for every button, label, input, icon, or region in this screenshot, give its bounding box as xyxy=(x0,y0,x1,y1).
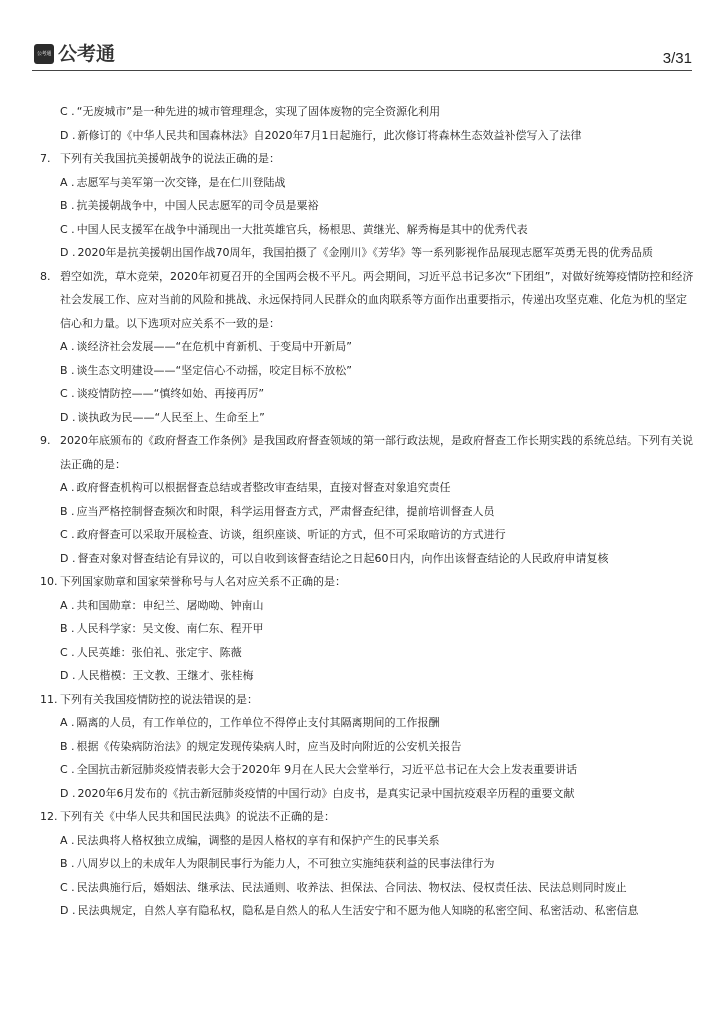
page-number: 3/31 xyxy=(662,50,692,67)
answer-option xyxy=(40,100,694,124)
answer-option xyxy=(40,241,694,265)
option-text: 全国抗击新冠肺炎疫情表彰大会于2020年 9月在人民大会堂举行，习近平总书记在大会上发表重要讲话 xyxy=(76,763,578,776)
answer-option xyxy=(40,617,694,641)
option-text: 谈生态文明建设——“坚定信心不动摇，咬定目标不放松” xyxy=(76,363,352,377)
option-label: D . xyxy=(60,669,76,682)
option-label: C . xyxy=(60,222,75,236)
option-label: A . xyxy=(60,833,75,847)
option-text: 志愿军与美军第一次交锋，是在仁川登陆战 xyxy=(76,175,286,189)
question-stem xyxy=(40,805,694,829)
option-label: D . xyxy=(60,410,76,424)
option-label: D . xyxy=(60,786,76,800)
option-label: B . xyxy=(60,363,75,377)
answer-option xyxy=(40,406,694,430)
answer-option xyxy=(40,735,694,759)
question-text: 下列有关我国抗美援朝战争的说法正确的是： xyxy=(60,152,280,165)
question-text: 下列有关《中华人民共和国民法典》的说法不正确的是： xyxy=(60,810,335,823)
question-number: 8. xyxy=(40,269,51,283)
question-text: 碧空如洗，草木竞荣，2020年初夏召开的全国两会极不平凡。两会期间，习近平总书记多次“下团组”，对做好统筹疫情防控和经济社会发展工作、应对当前的风险和挑战、永远保持同人民群众的血肉联系等方面作出重要指示，传递出攻坚克难、化危为机的坚定信心和力量。以下选项对应关系不一致的是： xyxy=(60,269,694,330)
option-label: C . xyxy=(60,528,75,541)
option-label: C . xyxy=(60,645,75,659)
option-text: 政府督查机构可以根据督查总结或者整改审查结果，直接对督查对象追究责任 xyxy=(76,481,451,494)
option-label: C . xyxy=(60,387,75,400)
page-header xyxy=(32,40,692,71)
answer-option xyxy=(40,876,694,900)
option-text: “无废城市”是一种先进的城市管理理念，实现了固体废物的完全资源化利用 xyxy=(76,105,441,118)
option-label: A . xyxy=(60,481,75,494)
answer-option xyxy=(40,500,694,524)
question-stem xyxy=(40,570,694,594)
option-text: 民法典施行后，婚姻法、继承法、民法通则、收养法、担保法、合同法、物权法、侵权责任法、民法总则同时废止 xyxy=(76,880,627,894)
option-text: 谈疫情防控——“慎终如始、再接再厉” xyxy=(76,387,265,400)
answer-option xyxy=(40,852,694,876)
answer-option xyxy=(40,829,694,853)
option-text: 人民科学家：吴文俊、南仁东、程开甲 xyxy=(76,622,264,635)
option-label: A . xyxy=(60,716,75,729)
option-label: C . xyxy=(60,763,75,776)
option-label: D . xyxy=(60,904,76,917)
option-text: 谈执政为民——“人民至上、生命至上” xyxy=(77,410,265,424)
option-label: A . xyxy=(60,175,75,189)
option-text: 根据《传染病防治法》的规定发现传染病人时，应当及时向附近的公安机关报告 xyxy=(76,739,462,753)
option-text: 抗美援朝战争中，中国人民志愿军的司令员是粟裕 xyxy=(76,199,319,212)
answer-option xyxy=(40,382,694,406)
option-text: 隔离的人员，有工作单位的，工作单位不得停止支付其隔离期间的工作报酬 xyxy=(76,716,440,729)
option-text: 民法典规定，自然人享有隐私权，隐私是自然人的私人生活安宁和不愿为他人知晓的私密空间、私密活动、私密信息 xyxy=(77,904,639,917)
document-body xyxy=(40,100,694,923)
option-text: 2020年6月发布的《抗击新冠肺炎疫情的中国行动》白皮书，是真实记录中国抗疫艰辛历程的重要文献 xyxy=(77,786,575,800)
option-label: A . xyxy=(60,598,75,612)
option-text: 共和国勋章：申纪兰、屠呦呦、钟南山 xyxy=(76,598,264,612)
option-label: B . xyxy=(60,857,75,870)
answer-option xyxy=(40,359,694,383)
question-number: 11. xyxy=(40,692,58,706)
option-label: B . xyxy=(60,199,75,212)
answer-option xyxy=(40,547,694,571)
option-text: 人民楷模：王文教、王继才、张桂梅 xyxy=(77,669,254,682)
option-label: D . xyxy=(60,246,76,259)
option-label: B . xyxy=(60,739,75,753)
answer-option xyxy=(40,335,694,359)
option-text: 督查对象对督查结论有异议的，可以自收到该督查结论之日起60日内，向作出该督查结论的人民政府申请复核 xyxy=(77,551,609,565)
brand-name: 公考通 xyxy=(58,43,116,65)
option-text: 2020年是抗美援朝出国作战70周年，我国拍摄了《金刚川》《芳华》等一系列影视作品展现志愿军英勇无畏的优秀品质 xyxy=(77,246,653,259)
answer-option xyxy=(40,758,694,782)
answer-option xyxy=(40,124,694,148)
question-number: 9. xyxy=(40,434,51,447)
option-text: 谈经济社会发展——“在危机中育新机、于变局中开新局” xyxy=(76,340,352,353)
question-text: 2020年底颁布的《政府督查工作条例》是我国政府督查领域的第一部行政法规，是政府督查工作长期实践的系统总结。下列有关说法正确的是： xyxy=(60,434,693,471)
option-text: 新修订的《中华人民共和国森林法》自2020年7月1日起施行，此次修订将森林生态效益补偿写入了法律 xyxy=(77,128,582,142)
option-text: 八周岁以上的未成年人为限制民事行为能力人，不可独立实施纯获利益的民事法律行为 xyxy=(76,857,495,870)
answer-option xyxy=(40,711,694,735)
answer-option xyxy=(40,641,694,665)
answer-option xyxy=(40,664,694,688)
option-text: 民法典将人格权独立成编，调整的是因人格权的享有和保护产生的民事关系 xyxy=(76,833,440,847)
answer-option xyxy=(40,594,694,618)
answer-option xyxy=(40,782,694,806)
question-stem xyxy=(40,688,694,712)
option-label: D . xyxy=(60,551,76,565)
question-text: 下列国家勋章和国家荣誉称号与人名对应关系不正确的是： xyxy=(60,575,346,588)
question-number: 7. xyxy=(40,152,51,165)
option-text: 人民英雄：张伯礼、张定宇、陈薇 xyxy=(76,645,242,659)
option-label: C . xyxy=(60,105,75,118)
option-text: 应当严格控制督查频次和时限，科学运用督查方式，严肃督查纪律，提前培训督查人员 xyxy=(76,504,495,518)
option-text: 中国人民支援军在战争中涌现出一大批英雄官兵，杨根思、黄继光、解秀梅是其中的优秀代表 xyxy=(76,222,528,236)
answer-option xyxy=(40,523,694,547)
logo-icon: 公考通 xyxy=(34,44,54,64)
option-label: B . xyxy=(60,622,75,635)
question-stem xyxy=(40,265,694,336)
answer-option xyxy=(40,171,694,195)
option-label: D . xyxy=(60,128,76,142)
answer-option xyxy=(40,476,694,500)
question-stem xyxy=(40,147,694,171)
answer-option xyxy=(40,194,694,218)
answer-option xyxy=(40,218,694,242)
option-label: C . xyxy=(60,880,75,894)
option-label: B . xyxy=(60,504,75,518)
option-text: 政府督查可以采取开展检查、访谈，组织座谈、听证的方式，但不可采取暗访的方式进行 xyxy=(76,528,506,541)
question-text: 下列有关我国疫情防控的说法错误的是： xyxy=(60,692,258,706)
option-label: A . xyxy=(60,340,75,353)
question-number: 12. xyxy=(40,810,58,823)
question-number: 10. xyxy=(40,575,58,588)
answer-option xyxy=(40,899,694,923)
question-stem xyxy=(40,429,694,476)
